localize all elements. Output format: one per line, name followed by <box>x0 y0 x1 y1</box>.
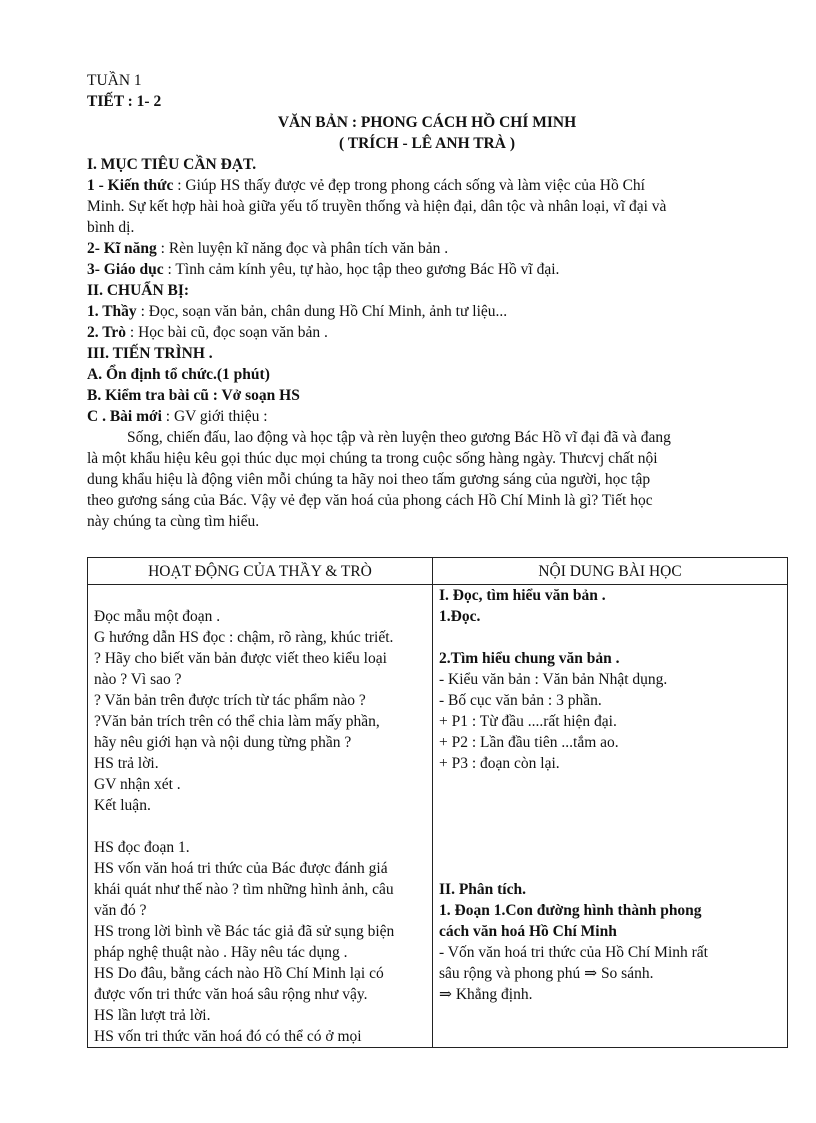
document-page <box>87 70 747 532</box>
student-text: : Học bài cũ, đọc soạn văn bản . <box>126 324 328 341</box>
content-cell <box>433 585 788 1048</box>
preparation-student <box>87 322 747 343</box>
preparation-teacher <box>87 301 747 322</box>
process-step-a: A. Ổn định tổ chức.(1 phút) <box>87 366 270 383</box>
objectives-heading: I. MỤC TIÊU CẦN ĐẠT. <box>87 156 257 173</box>
content-line: - Bố cục văn bản : 3 phần. <box>439 692 602 709</box>
process-step-c <box>87 406 747 427</box>
process-heading: III. TIẾN TRÌNH . <box>87 345 213 362</box>
table-body-row <box>88 585 788 1048</box>
content-line: cách văn hoá Hồ Chí Minh <box>439 923 617 940</box>
activity-line: hãy nêu giới hạn và nội dung từng phần ? <box>94 734 352 751</box>
content-line: sâu rộng và phong phú ⇒ So sánh. <box>439 965 654 982</box>
content-line: 1.Đọc. <box>439 608 481 625</box>
content-line: 1. Đoạn 1.Con đường hình thành phong <box>439 902 702 919</box>
activity-line: HS trong lời bình về Bác tác giả đã sử sụng biện <box>94 923 395 940</box>
content-line: - Kiểu văn bản : Văn bản Nhật dụng. <box>439 671 668 688</box>
activity-line <box>94 816 426 837</box>
content-line <box>439 837 781 858</box>
lesson-table <box>87 557 788 1048</box>
activity-line: văn đó ? <box>94 902 147 919</box>
education-text: : Tình cảm kính yêu, tự hào, học tập theo gương Bác Hồ vĩ đại. <box>167 261 560 278</box>
intro-line: này chúng ta cùng tìm hiểu. <box>87 513 260 530</box>
intro-line: dung khẩu hiệu là động viên mỗi chúng ta hãy noi theo tấm gương sáng của người, học tập <box>87 471 651 488</box>
content-line: ⇒ Khẳng định. <box>439 986 533 1003</box>
content-line: II. Phân tích. <box>439 881 526 898</box>
knowledge-continued-2: bình dị. <box>87 219 135 236</box>
step-c-label: C . Bài mới <box>87 408 162 425</box>
content-line: + P1 : Từ đầu ....rất hiện đại. <box>439 713 617 730</box>
lesson-content-header: NỘI DUNG BÀI HỌC <box>433 558 788 585</box>
activity-line: Đọc mẫu một đoạn . <box>94 608 221 625</box>
teacher-text: : Đọc, soạn văn bản, chân dung Hồ Chí Minh, ảnh tư liệu... <box>136 303 508 320</box>
teacher-student-activity-header: HOẠT ĐỘNG CỦA THẦY & TRÒ <box>88 558 433 585</box>
activity-line: HS vốn văn hoá tri thức của Bác được đánh giá <box>94 860 388 877</box>
activity-line: HS đọc đoạn 1. <box>94 839 190 856</box>
activity-line: HS vốn tri thức văn hoá đó có thể có ở mọi <box>94 1028 362 1045</box>
activity-line: ? Hãy cho biết văn bản được viết theo kiểu loại <box>94 650 387 667</box>
activity-line: khái quát như thế nào ? tìm những hình ảnh, câu <box>94 881 394 898</box>
table-header-row <box>88 558 788 585</box>
student-label: 2. Trò <box>87 324 127 341</box>
activity-line: được vốn tri thức văn hoá sâu rộng như vậy. <box>94 986 368 1003</box>
activity-line: Kết luận. <box>94 797 151 814</box>
activity-line: nào ? Vì sao ? <box>94 671 182 688</box>
activity-line: HS lần lượt trả lời. <box>94 1007 211 1024</box>
knowledge-continued-1: Minh. Sự kết hợp hài hoà giữa yếu tố truyền thống và hiện đại, dân tộc và nhân loại, vĩ đại và <box>87 198 667 215</box>
activity-line: GV nhận xét . <box>94 776 181 793</box>
intro-line: Sống, chiến đấu, lao động và học tập và rèn luyện theo gương Bác Hồ vĩ đại đã và đang <box>127 429 671 446</box>
activity-line: HS Do đâu, bằng cách nào Hồ Chí Minh lại có <box>94 965 384 982</box>
skill-label: 2- Kĩ năng <box>87 240 157 257</box>
objective-skill <box>87 238 747 259</box>
activity-line <box>94 585 426 606</box>
intro-line: là một khẩu hiệu kêu gọi thúc dục mọi chúng ta trong cuộc sống hàng ngày. Thưcvj chất nội <box>87 450 658 467</box>
content-line: + P3 : đoạn còn lại. <box>439 755 560 772</box>
objective-knowledge <box>87 175 747 196</box>
activity-line: ?Văn bản trích trên có thể chia làm mấy phần, <box>94 713 380 730</box>
content-line <box>439 627 781 648</box>
teacher-label: 1. Thầy <box>87 303 137 320</box>
content-line <box>439 774 781 795</box>
objective-education <box>87 259 747 280</box>
content-line: I. Đọc, tìm hiểu văn bản . <box>439 587 606 604</box>
activity-line: ? Văn bản trên được trích từ tác phẩm nào ? <box>94 692 366 709</box>
preparation-heading: II. CHUẨN BỊ: <box>87 282 190 299</box>
knowledge-label: 1 - Kiến thức <box>87 177 174 194</box>
content-lines <box>439 585 781 1005</box>
activity-lines <box>94 585 426 1047</box>
knowledge-text: : Giúp HS thấy được vẻ đẹp trong phong cách sống và làm việc của Hồ Chí <box>177 177 645 194</box>
skill-text: : Rèn luyện kĩ năng đọc và phân tích văn bản . <box>160 240 449 257</box>
process-step-b: B. Kiểm tra bài cũ : Vở soạn HS <box>87 387 300 404</box>
activity-line: HS trả lời. <box>94 755 159 772</box>
activity-line: G hướng dẫn HS đọc : chậm, rõ ràng, khúc triết. <box>94 629 394 646</box>
document-subtitle: ( TRÍCH - LÊ ANH TRÀ ) <box>339 135 515 152</box>
period-label: TIẾT : 1- 2 <box>87 93 162 110</box>
content-line: + P2 : Lần đầu tiên ...tắm ao. <box>439 734 619 751</box>
content-line <box>439 816 781 837</box>
activity-line: pháp nghệ thuật nào . Hãy nêu tác dụng . <box>94 944 348 961</box>
intro-line: theo gương sáng của Bác. Vậy vẻ đẹp văn hoá của phong cách Hồ Chí Minh là gì? Tiết học <box>87 492 653 509</box>
week-label: TUẦN 1 <box>87 72 142 89</box>
content-line <box>439 858 781 879</box>
step-c-text: : GV giới thiệu : <box>161 408 268 425</box>
content-line: - Vốn văn hoá tri thức của Hồ Chí Minh rất <box>439 944 708 961</box>
document-title: VĂN BẢN : PHONG CÁCH HỒ CHÍ MINH <box>277 114 577 131</box>
activity-cell <box>88 585 433 1048</box>
education-label: 3- Giáo dục <box>87 261 164 278</box>
content-line: 2.Tìm hiểu chung văn bản . <box>439 650 620 667</box>
content-line <box>439 795 781 816</box>
